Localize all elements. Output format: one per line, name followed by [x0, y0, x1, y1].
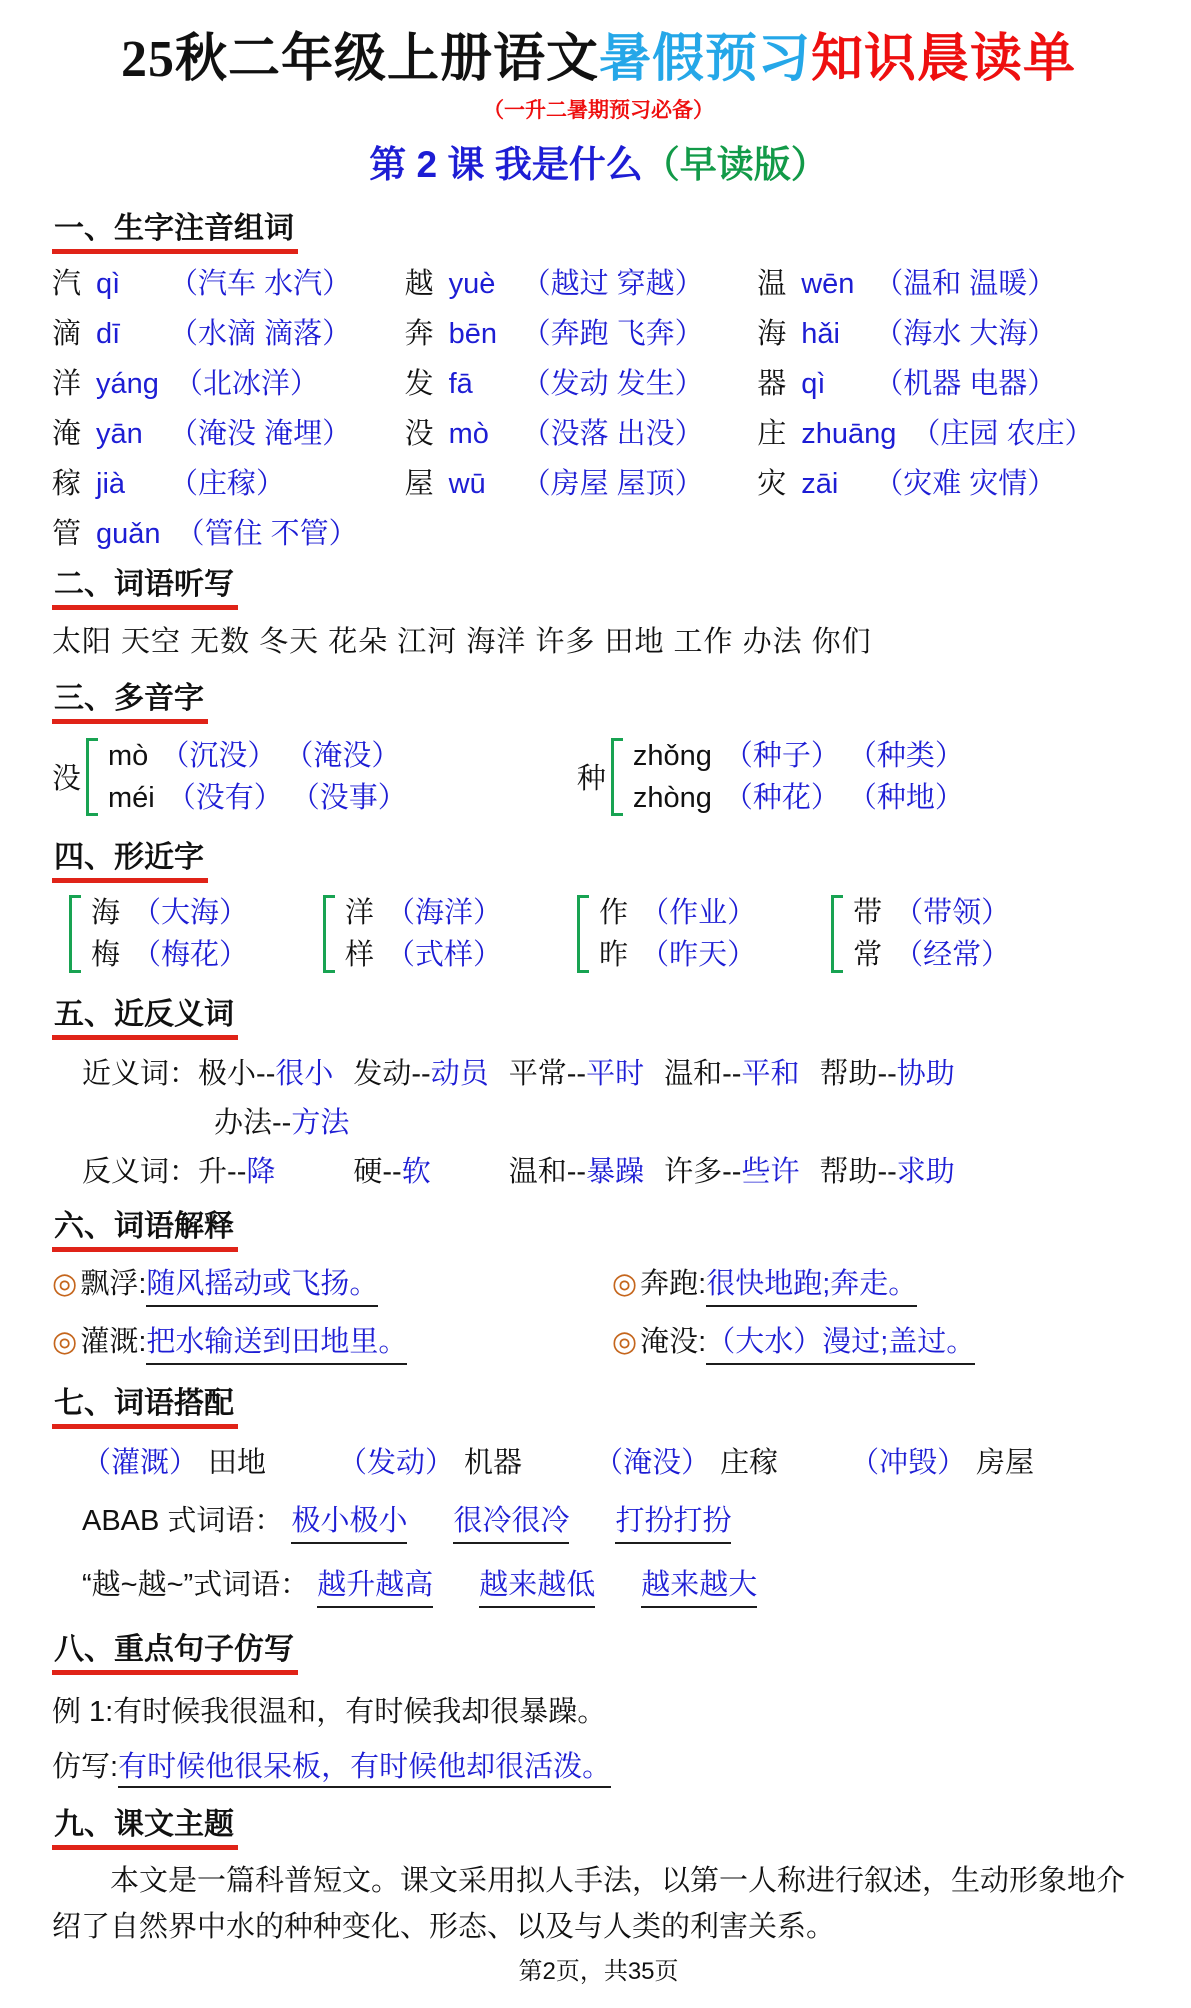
abab-word: 打扮打扮 [615, 1498, 731, 1544]
antonyms-label: 反义词： [82, 1155, 199, 1188]
character-entry: 温 wēn （温和 温暖） [757, 267, 1057, 300]
collocation: （发动） 机器 [338, 1446, 523, 1479]
section-heading-1: 一、生字注音组词 [52, 203, 1145, 254]
section-heading-8: 八、重点句子仿写 [52, 1624, 1145, 1675]
character-entry: 淹 yān （淹没 淹埋） [52, 417, 352, 450]
synonyms-label: 近义词： [82, 1057, 199, 1090]
similar-characters-row [52, 892, 1145, 976]
character-entry: 没 mò （没落 出没） [404, 417, 704, 450]
dictation-words: 太阳 天空 无数 冬天 花朵 江河 海洋 许多 田地 工作 办法 你们 [52, 625, 872, 658]
word-pair: 帮助--协助 [819, 1057, 955, 1090]
characters-grid [52, 261, 1145, 552]
abab-word: 极小极小 [291, 1498, 407, 1544]
character-entry: 滴 dī （水滴 滴落） [52, 317, 352, 350]
word-pair: 温和--平和 [664, 1057, 800, 1090]
circle-bullet-icon: ◎ [52, 1267, 78, 1300]
circle-bullet-icon: ◎ [611, 1325, 638, 1358]
similar-character-pair: 海 （大海） 梅 （梅花） [64, 892, 248, 976]
word-pair: 发动--动员 [353, 1057, 489, 1090]
abab-word: 很冷很冷 [453, 1498, 569, 1544]
character-entry: 灾 zāi （灾难 灾情） [757, 467, 1057, 500]
collocations-row [52, 1440, 1145, 1481]
lesson-title [52, 134, 1145, 188]
green-brace [577, 895, 589, 973]
word-pair: 平常--平时 [508, 1057, 645, 1090]
definition-item: ◎ 飘浮: 随风摇动或飞扬。 [52, 1261, 612, 1307]
green-brace [611, 738, 623, 816]
theme-paragraph: 本文是一篇科普短文。课文采用拟人手法，以第一人称进行叙述，生动形象地介绍了自然界中水的种种变化、形态、以及与人类的利害关系。 [52, 1864, 1126, 1943]
definition-item: ◎ 淹没: （大水）漫过;盖过。 [612, 1319, 1145, 1365]
character-entry: 越 yuè （越过 穿越） [404, 267, 704, 300]
page-title [52, 30, 1145, 90]
word-pair: 硬--软 [353, 1155, 431, 1188]
circle-bullet-icon: ◎ [52, 1325, 78, 1358]
yue-word: 越升越高 [317, 1562, 433, 1608]
green-brace [831, 895, 843, 973]
lesson-title-suffix: （早读版） [642, 143, 828, 185]
similar-character-pair: 洋 （海洋） 样 （式样） [318, 892, 502, 976]
page-number: 第2页，共35页 [518, 1957, 679, 1985]
green-brace [323, 895, 335, 973]
yue-label: “越~越~”式词语： [82, 1568, 310, 1601]
character-entry: 海 hǎi （海水 大海） [757, 317, 1057, 350]
polyphone-group: 种 zhǒng （种子） （种类） zhòng （种花） （种地） [577, 735, 964, 819]
collocation: （冲毁） 房屋 [850, 1446, 1035, 1479]
yue-word: 越来越低 [479, 1562, 595, 1608]
collocation: （淹没） 庄稼 [594, 1446, 779, 1479]
antonyms-row [52, 1149, 1145, 1190]
character-entry: 汽 qì （汽车 水汽） [52, 267, 352, 300]
similar-character-pair: 作 （作业） 昨 （昨天） [572, 892, 756, 976]
page-subtitle: （一升二暑期预习必备） [483, 98, 714, 122]
section-heading-3: 三、多音字 [52, 673, 1145, 724]
character-entry: 管 guǎn （管住 不管） [52, 517, 358, 550]
character-entry: 发 fā （发动 发生） [404, 367, 704, 400]
title-part-red: 知识晨读单 [811, 31, 1077, 88]
section-heading-5: 五、近反义词 [52, 989, 1145, 1040]
imitation-label: 仿写: [52, 1750, 119, 1783]
imitation-sentence [52, 1744, 1145, 1785]
word-pair: 极小--很小 [198, 1057, 334, 1090]
green-brace [86, 738, 98, 816]
abab-label: ABAB 式词语： [82, 1504, 284, 1537]
word-pair: 温和--暴躁 [508, 1155, 645, 1188]
synonyms-row [52, 1051, 1145, 1092]
section-heading-7: 七、词语搭配 [52, 1378, 1145, 1429]
word-pair: 许多--些许 [664, 1155, 800, 1188]
polyphone-group: 没 mò （沉没） （淹没） méi （没有） （没事） [52, 735, 407, 819]
polyphone-row [52, 735, 1145, 819]
example-sentence: 例 1:有时候我很温和，有时候我却很暴躁。 [52, 1695, 607, 1728]
title-part-cyan: 暑假预习 [598, 31, 811, 88]
abab-words-row [52, 1498, 1145, 1544]
definition-item: ◎ 灌溉: 把水输送到田地里。 [52, 1319, 612, 1365]
lesson-title-main: 第 2 课 我是什么 [369, 143, 643, 185]
yue-word: 越来越大 [641, 1562, 757, 1608]
character-entry: 奔 bēn （奔跑 飞奔） [404, 317, 704, 350]
title-part-black: 25秋二年级上册语文 [120, 31, 599, 88]
imitation-answer: 有时候他很呆板，有时候他却很活泼。 [118, 1751, 611, 1788]
section-heading-4: 四、形近字 [52, 832, 1145, 883]
definitions-grid [52, 1261, 1145, 1365]
definition-item: ◎ 奔跑: 很快地跑;奔走。 [612, 1261, 1145, 1307]
green-brace [69, 895, 81, 973]
character-entry: 器 qì （机器 电器） [757, 367, 1057, 400]
similar-character-pair: 带 （带领） 常 （经常） [826, 892, 1010, 976]
word-pair: 升--降 [198, 1155, 276, 1188]
character-entry: 庄 zhuāng （庄园 农庄） [757, 417, 1094, 450]
yue-words-row [52, 1562, 1145, 1608]
synonyms-row-continued [52, 1100, 1145, 1141]
collocation: （灌溉） 田地 [82, 1446, 267, 1479]
section-heading-6: 六、词语解释 [52, 1201, 1145, 1252]
character-entry: 屋 wū （房屋 屋顶） [404, 467, 704, 500]
character-entry: 洋 yáng （北冰洋） [52, 367, 319, 400]
section-heading-9: 九、课文主题 [52, 1799, 1145, 1850]
section-heading-2: 二、词语听写 [52, 559, 1145, 610]
word-pair: 办法--方法 [214, 1106, 350, 1139]
word-pair: 帮助--求助 [819, 1155, 955, 1188]
character-entry: 稼 jià （庄稼） [52, 467, 286, 500]
circle-bullet-icon: ◎ [611, 1267, 638, 1300]
